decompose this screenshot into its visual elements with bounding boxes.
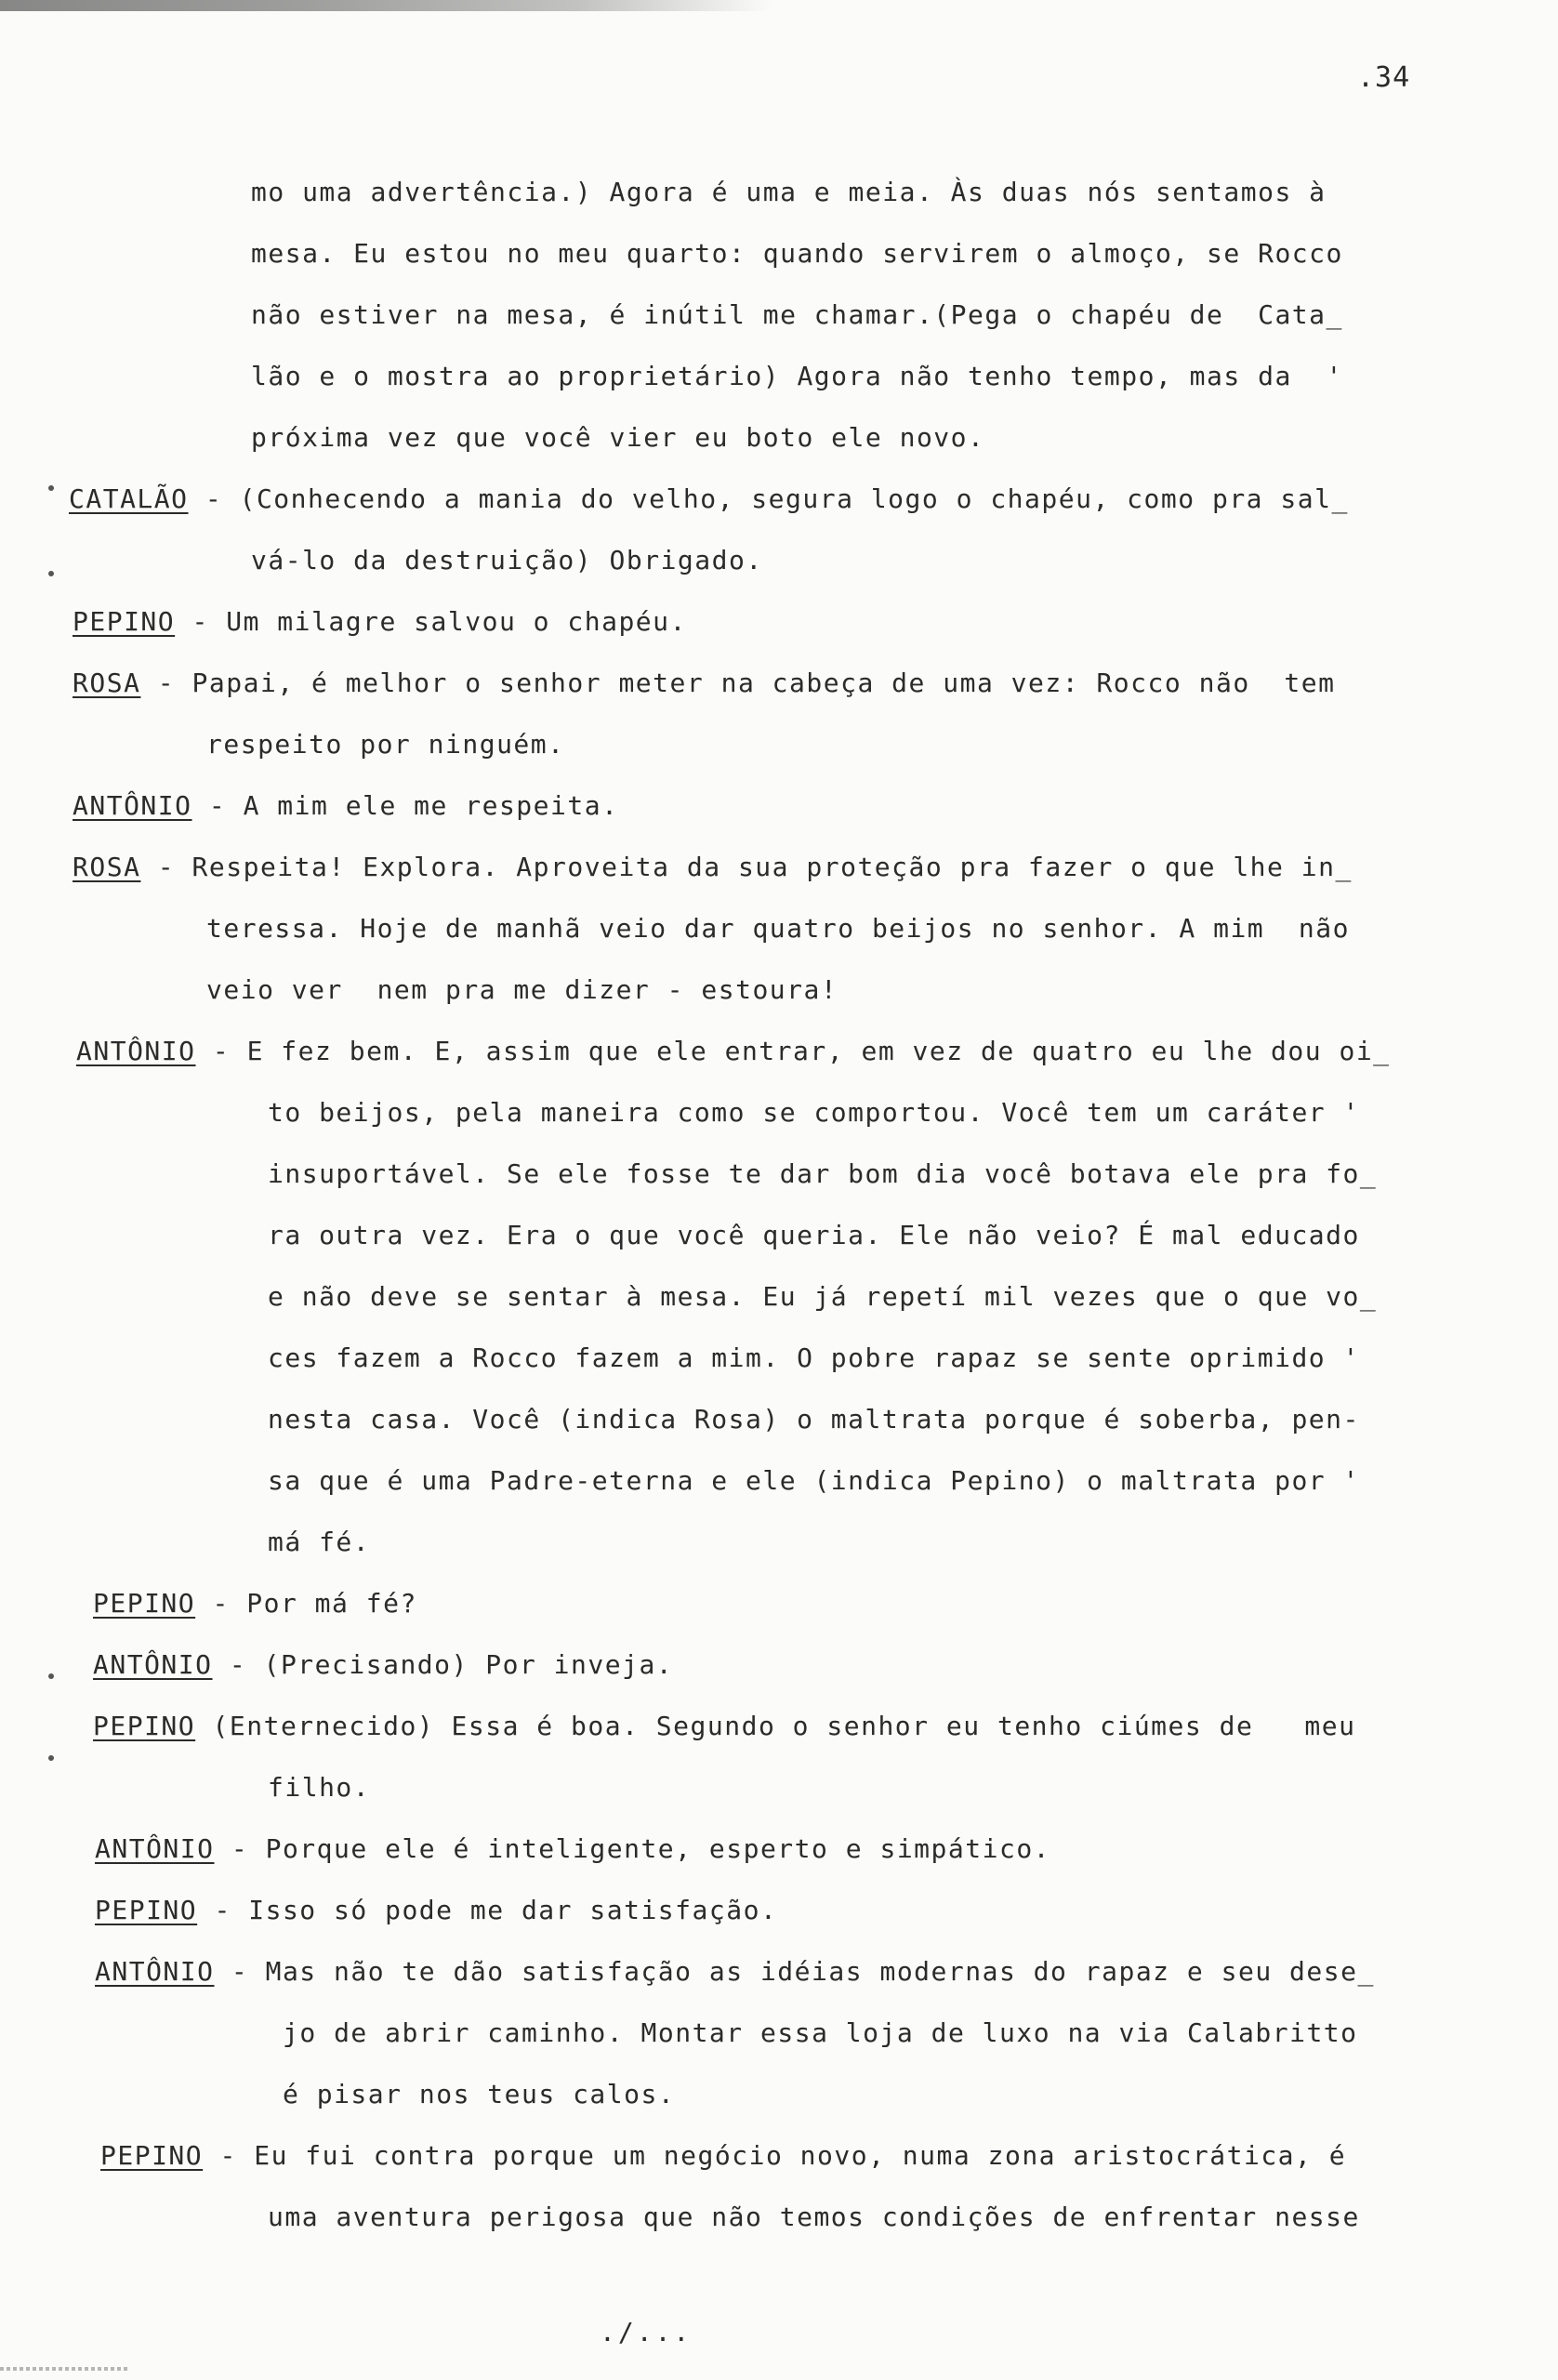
text-line: mesa. Eu estou no meu quarto: quando servirem o almoço, se Rocco xyxy=(251,238,1343,269)
speaker-name: ANTÔNIO xyxy=(76,1036,196,1066)
speaker-name: PEPINO xyxy=(93,1711,196,1741)
text-line: mo uma advertência.) Agora é uma e meia. Às duas nós sentamos à xyxy=(251,177,1327,207)
dialogue-line: PEPINO - Isso só pode me dar satisfação. xyxy=(95,1895,778,1925)
text-line: jo de abrir caminho. Montar essa loja de luxo na via Calabritto xyxy=(283,2017,1358,2048)
dialogue-line: PEPINO - Um milagre salvou o chapéu. xyxy=(73,606,687,637)
dialogue-line: CATALÃO - (Conhecendo a mania do velho, segura logo o chapéu, como pra sal_ xyxy=(69,483,1349,514)
margin-mark xyxy=(48,1755,54,1761)
scan-edge-noise xyxy=(0,2367,130,2371)
continuation-mark: ./... xyxy=(600,2317,693,2347)
text-line: nesta casa. Você (indica Rosa) o maltrata porque é soberba, pen- xyxy=(268,1404,1360,1435)
page-number: .34 xyxy=(1357,61,1411,94)
text-line: má fé. xyxy=(268,1527,371,1557)
speaker-name: ANTÔNIO xyxy=(93,1649,213,1680)
dialogue-line: ANTÔNIO - Mas não te dão satisfação as idéias modernas do rapaz e seu dese_ xyxy=(95,1956,1375,1987)
text-line: é pisar nos teus calos. xyxy=(283,2079,676,2109)
text-line: teressa. Hoje de manhã veio dar quatro beijos no senhor. A mim não xyxy=(206,913,1350,944)
speaker-name: ROSA xyxy=(73,852,141,882)
text-line: e não deve se sentar à mesa. Eu já repetí mil vezes que o que vo_ xyxy=(268,1281,1378,1312)
scan-edge-noise xyxy=(0,0,772,11)
text-line: vá-lo da destruição) Obrigado. xyxy=(251,545,763,575)
text-line: uma aventura perigosa que não temos condições de enfrentar nesse xyxy=(268,2202,1360,2232)
dialogue-line: PEPINO - Por má fé? xyxy=(93,1588,417,1619)
margin-mark xyxy=(48,485,54,491)
dialogue-line: PEPINO (Enternecido) Essa é boa. Segundo o senhor eu tenho ciúmes de meu xyxy=(93,1711,1356,1741)
margin-mark xyxy=(48,571,54,576)
text-line: to beijos, pela maneira como se comportou. Você tem um caráter ' xyxy=(268,1097,1360,1128)
speaker-name: PEPINO xyxy=(73,606,176,637)
speaker-name: PEPINO xyxy=(95,1895,198,1925)
dialogue-line: ROSA - Papai, é melhor o senhor meter na cabeça de uma vez: Rocco não tem xyxy=(73,668,1336,698)
text-line: ra outra vez. Era o que você queria. Ele não veio? É mal educado xyxy=(268,1220,1360,1250)
speaker-name: PEPINO xyxy=(93,1588,196,1619)
dialogue-line: ANTÔNIO - (Precisando) Por inveja. xyxy=(93,1649,674,1680)
dialogue-line: ANTÔNIO - Porque ele é inteligente, esperto e simpático. xyxy=(95,1833,1051,1864)
speaker-name: ROSA xyxy=(73,668,141,698)
text-line: insuportável. Se ele fosse te dar bom dia você botava ele pra fo_ xyxy=(268,1158,1378,1189)
text-line: respeito por ninguém. xyxy=(206,729,565,760)
text-line: lão e o mostra ao proprietário) Agora não tenho tempo, mas da ' xyxy=(251,361,1343,391)
dialogue-line: ANTÔNIO - A mim ele me respeita. xyxy=(73,790,619,821)
speaker-name: PEPINO xyxy=(100,2140,204,2171)
text-line: filho. xyxy=(268,1772,371,1803)
text-line: sa que é uma Padre-eterna e ele (indica Pepino) o maltrata por ' xyxy=(268,1465,1360,1496)
dialogue-line: PEPINO - Eu fui contra porque um negócio novo, numa zona aristocrática, é xyxy=(100,2140,1347,2171)
text-line: veio ver nem pra me dizer - estoura! xyxy=(206,974,838,1005)
text-line: não estiver na mesa, é inútil me chamar.(Pega o chapéu de Cata_ xyxy=(251,299,1343,330)
speaker-name: ANTÔNIO xyxy=(73,790,192,821)
margin-mark xyxy=(48,1673,54,1679)
dialogue-line: ROSA - Respeita! Explora. Aproveita da sua proteção pra fazer o que lhe in_ xyxy=(73,852,1353,882)
speaker-name: ANTÔNIO xyxy=(95,1833,215,1864)
speaker-name: CATALÃO xyxy=(69,483,189,514)
dialogue-line: ANTÔNIO - E fez bem. E, assim que ele entrar, em vez de quatro eu lhe dou oi_ xyxy=(76,1036,1391,1066)
text-line: próxima vez que você vier eu boto ele novo. xyxy=(251,422,985,453)
text-line: ces fazem a Rocco fazem a mim. O pobre rapaz se sente oprimido ' xyxy=(268,1342,1360,1373)
speaker-name: ANTÔNIO xyxy=(95,1956,215,1987)
